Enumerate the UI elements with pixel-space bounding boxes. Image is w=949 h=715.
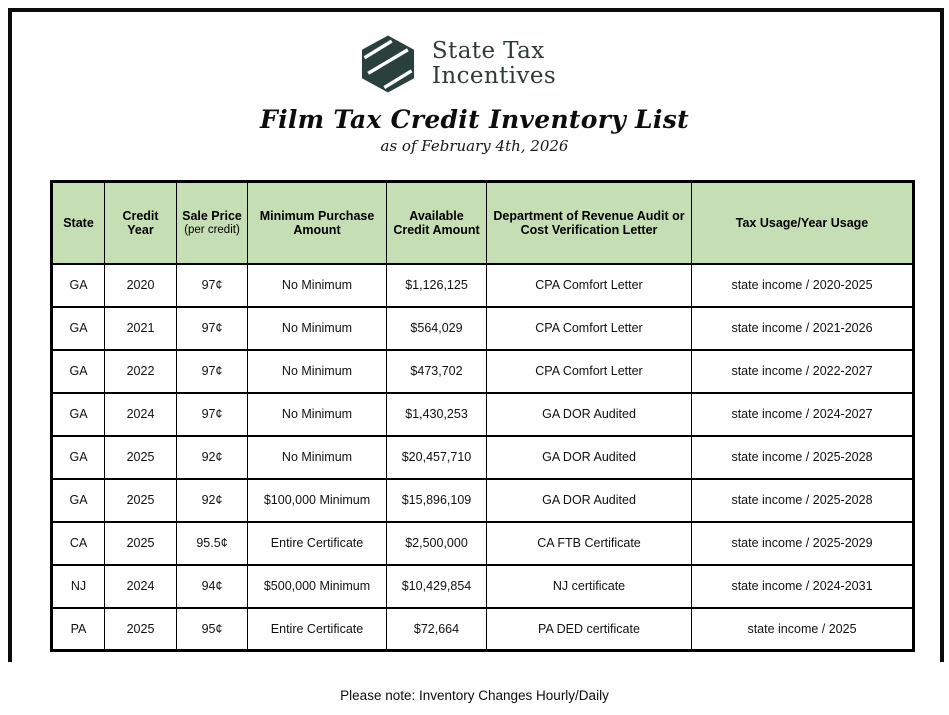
table-row bbox=[52, 436, 914, 479]
table-cell: 2025 bbox=[105, 522, 177, 565]
table-cell: PA bbox=[52, 608, 105, 651]
column-header bbox=[177, 182, 248, 264]
table-cell: 2021 bbox=[105, 307, 177, 350]
table-cell: GA bbox=[52, 307, 105, 350]
column-header bbox=[248, 182, 387, 264]
table-cell: 97¢ bbox=[177, 350, 248, 393]
table-row bbox=[52, 264, 914, 307]
table-cell: state income / 2025-2028 bbox=[692, 436, 914, 479]
table-cell: 92¢ bbox=[177, 436, 248, 479]
table-row bbox=[52, 522, 914, 565]
table-cell: GA bbox=[52, 436, 105, 479]
table-cell: state income / 2024-2027 bbox=[692, 393, 914, 436]
table-cell: GA DOR Audited bbox=[487, 479, 692, 522]
inventory-table bbox=[50, 180, 915, 652]
page-title: Film Tax Credit Inventory List bbox=[260, 105, 689, 134]
table-cell: Entire Certificate bbox=[248, 522, 387, 565]
table-cell: state income / 2024-2031 bbox=[692, 565, 914, 608]
brand-header bbox=[0, 34, 931, 94]
table-cell: 97¢ bbox=[177, 393, 248, 436]
table-cell: $2,500,000 bbox=[387, 522, 487, 565]
table-cell: 92¢ bbox=[177, 479, 248, 522]
column-header-label: Available Credit Amount bbox=[393, 208, 480, 237]
column-header-label: Credit Year bbox=[122, 208, 159, 237]
inventory-table-header bbox=[52, 182, 914, 264]
table-cell: GA bbox=[52, 479, 105, 522]
table-cell: No Minimum bbox=[248, 393, 387, 436]
table-cell: state income / 2022-2027 bbox=[692, 350, 914, 393]
column-header-label: State bbox=[63, 215, 94, 230]
table-cell: GA bbox=[52, 350, 105, 393]
table-cell: 2025 bbox=[105, 436, 177, 479]
table-cell: NJ bbox=[52, 565, 105, 608]
table-cell: $20,457,710 bbox=[387, 436, 487, 479]
brand-line-1: State Tax bbox=[431, 38, 545, 65]
table-cell: CA bbox=[52, 522, 105, 565]
column-header-label: Sale Price bbox=[182, 209, 242, 224]
table-cell: 2025 bbox=[105, 608, 177, 651]
table-row bbox=[52, 479, 914, 522]
table-cell: $564,029 bbox=[387, 307, 487, 350]
table-cell: 95.5¢ bbox=[177, 522, 248, 565]
table-cell: 2025 bbox=[105, 479, 177, 522]
table-cell: 2024 bbox=[105, 565, 177, 608]
table-cell: PA DED certificate bbox=[487, 608, 692, 651]
table-cell: $473,702 bbox=[387, 350, 487, 393]
table-row bbox=[52, 307, 914, 350]
table-cell: GA DOR Audited bbox=[487, 393, 692, 436]
table-cell: CPA Comfort Letter bbox=[487, 350, 692, 393]
column-header-label: Minimum Purchase Amount bbox=[259, 208, 375, 237]
table-cell: NJ certificate bbox=[487, 565, 692, 608]
column-header bbox=[487, 182, 692, 264]
table-cell: 94¢ bbox=[177, 565, 248, 608]
table-cell: $100,000 Minimum bbox=[248, 479, 387, 522]
table-cell: state income / 2020-2025 bbox=[692, 264, 914, 307]
table-cell: No Minimum bbox=[248, 307, 387, 350]
table-cell: No Minimum bbox=[248, 350, 387, 393]
table-row bbox=[52, 565, 914, 608]
table-cell: 95¢ bbox=[177, 608, 248, 651]
column-header bbox=[52, 182, 105, 264]
state-tax-incentives-hexagon-logo-icon bbox=[357, 34, 419, 94]
table-row bbox=[52, 608, 914, 651]
column-header bbox=[387, 182, 487, 264]
column-header bbox=[105, 182, 177, 264]
table-cell: state income / 2021-2026 bbox=[692, 307, 914, 350]
table-cell: CPA Comfort Letter bbox=[487, 307, 692, 350]
table-cell: $1,126,125 bbox=[387, 264, 487, 307]
table-cell: $500,000 Minimum bbox=[248, 565, 387, 608]
table-row bbox=[52, 350, 914, 393]
table-cell: 97¢ bbox=[177, 264, 248, 307]
inventory-table-body bbox=[52, 264, 914, 651]
table-cell: $15,896,109 bbox=[387, 479, 487, 522]
column-header-subtext: (per credit) bbox=[184, 224, 240, 237]
brand-line-2: Incentives bbox=[431, 63, 557, 89]
table-cell: Entire Certificate bbox=[248, 608, 387, 651]
brand-wordmark bbox=[432, 39, 556, 88]
table-row bbox=[52, 393, 914, 436]
header-row bbox=[52, 182, 914, 264]
table-cell: GA DOR Audited bbox=[487, 436, 692, 479]
table-cell: 2020 bbox=[105, 264, 177, 307]
table-cell: No Minimum bbox=[248, 436, 387, 479]
table-cell: state income / 2025 bbox=[692, 608, 914, 651]
table-cell: 2022 bbox=[105, 350, 177, 393]
table-cell: No Minimum bbox=[248, 264, 387, 307]
table-cell: state income / 2025-2028 bbox=[692, 479, 914, 522]
column-header-label: Tax Usage/Year Usage bbox=[735, 215, 869, 230]
table-cell: CPA Comfort Letter bbox=[487, 264, 692, 307]
column-header bbox=[692, 182, 914, 264]
table-cell: 97¢ bbox=[177, 307, 248, 350]
table-cell: $10,429,854 bbox=[387, 565, 487, 608]
page-subtitle: as of February 4th, 2026 bbox=[380, 137, 569, 155]
table-cell: CA FTB Certificate bbox=[487, 522, 692, 565]
table-cell: 2024 bbox=[105, 393, 177, 436]
table-cell: GA bbox=[52, 264, 105, 307]
table-cell: $72,664 bbox=[387, 608, 487, 651]
table-cell: $1,430,253 bbox=[387, 393, 487, 436]
table-cell: GA bbox=[52, 393, 105, 436]
footer-note: Please note: Inventory Changes Hourly/Daily bbox=[340, 688, 609, 703]
column-header-label: Department of Revenue Audit or Cost Verification Letter bbox=[493, 208, 685, 237]
table-cell: state income / 2025-2029 bbox=[692, 522, 914, 565]
